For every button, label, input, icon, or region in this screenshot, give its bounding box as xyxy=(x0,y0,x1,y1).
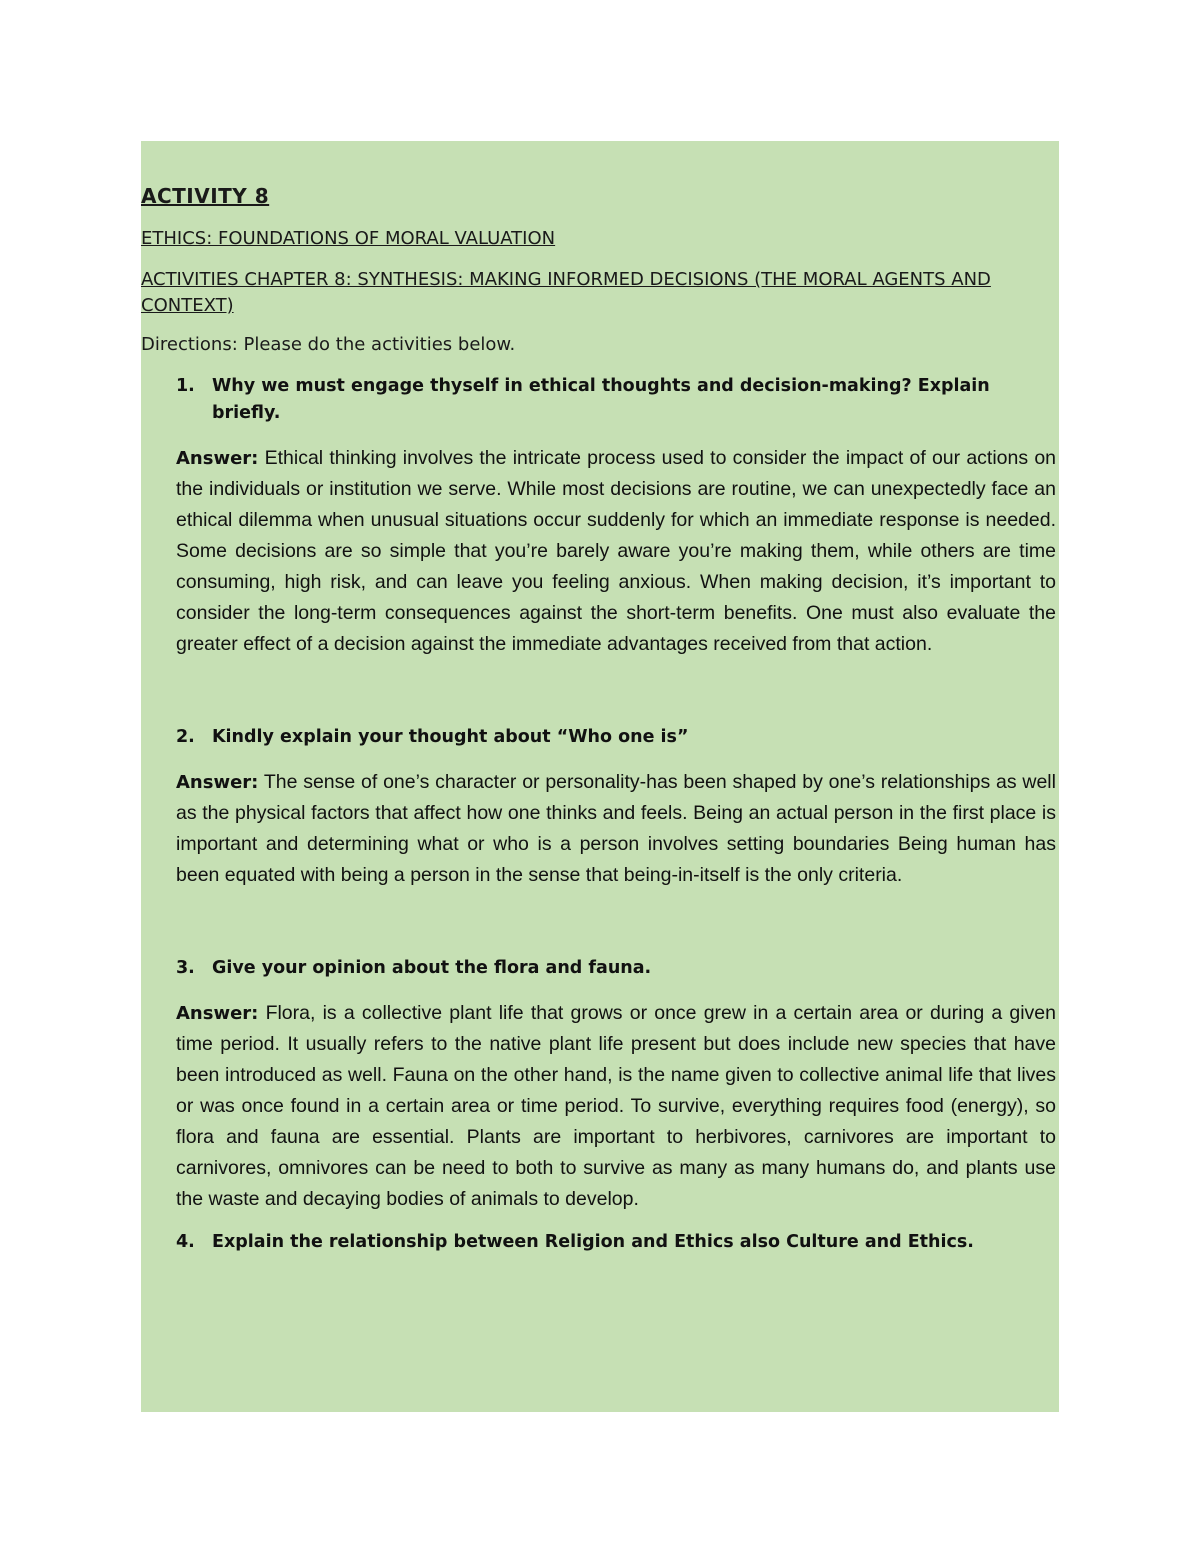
question-item-1 xyxy=(176,373,1056,660)
question-item-3 xyxy=(176,955,1056,1215)
answer-2 xyxy=(176,767,1056,891)
activity-title: ACTIVITY 8 xyxy=(141,184,270,208)
answer-text: Flora, is a collective plant life that grows or once grew in a certain area or during a given time period. It usually refers to the native plant life present but does include new species that have been introduced as well. Fauna on the other hand, is the name given to collective animal life that lives or was once found in a certain area or time period. To survive, everything requires food (energy), so flora and fauna are essential. Plants are important to herbivores, carnivores are important to carnivores, omnivores can be need to both to survive as many as many humans do, and plants use the waste and decaying bodies of animals to develop. xyxy=(176,1002,1056,1210)
spacer xyxy=(141,1215,1059,1229)
answer-label: Answer: xyxy=(176,772,259,793)
directions-text: Directions: Please do the activities below. xyxy=(141,334,516,355)
question-3 xyxy=(176,955,1056,982)
answer-label: Answer: xyxy=(176,1003,259,1024)
chapter-title: ACTIVITIES CHAPTER 8: SYNTHESIS: MAKING INFORMED DECISIONS (THE MORAL AGENTS AND CONTEXT) xyxy=(141,269,991,316)
question-item-2 xyxy=(176,724,1056,891)
question-2 xyxy=(176,724,1056,751)
question-number: 1. xyxy=(176,376,195,396)
document-header xyxy=(141,183,1059,357)
question-text: Kindly explain your thought about “Who one is” xyxy=(212,727,689,747)
answer-label: Answer: xyxy=(176,448,259,469)
question-text: Give your opinion about the flora and fauna. xyxy=(212,958,652,978)
answer-3 xyxy=(176,998,1056,1215)
answer-text: The sense of one’s character or personality-has been shaped by one’s relationships as well as the physical factors that affect how one thinks and feels. Being an actual person in the first place is important and determining what or who is a person involves setting boundaries Being human has been equated with being a person in the sense that being-in-itself is the only criteria. xyxy=(176,771,1056,886)
question-number: 2. xyxy=(176,727,195,747)
question-item-4 xyxy=(176,1229,1056,1256)
answer-1 xyxy=(176,443,1056,660)
spacer xyxy=(141,660,1059,724)
question-text: Explain the relationship between Religion and Ethics also Culture and Ethics. xyxy=(212,1232,974,1252)
spacer xyxy=(141,891,1059,955)
question-4 xyxy=(176,1229,1056,1256)
document-page xyxy=(141,141,1059,1412)
answer-text: Ethical thinking involves the intricate process used to consider the impact of our actions on the individuals or institution we serve. While most decisions are routine, we can unexpectedly face an ethical dilemma when unusual situations occur suddenly for which an immediate response is needed. Some decisions are so simple that you’re barely aware you’re making them, while others are time consuming, high risk, and can leave you feeling anxious. When making decision, it’s important to consider the long-term consequences against the short-term benefits. One must also evaluate the greater effect of a decision against the immediate advantages received from that action. xyxy=(176,447,1057,655)
course-title: ETHICS: FOUNDATIONS OF MORAL VALUATION xyxy=(141,228,556,249)
question-1 xyxy=(176,373,1056,427)
question-number: 4. xyxy=(176,1232,195,1252)
question-number: 3. xyxy=(176,958,195,978)
question-text: Why we must engage thyself in ethical thoughts and decision-making? Explain briefly. xyxy=(212,376,990,423)
